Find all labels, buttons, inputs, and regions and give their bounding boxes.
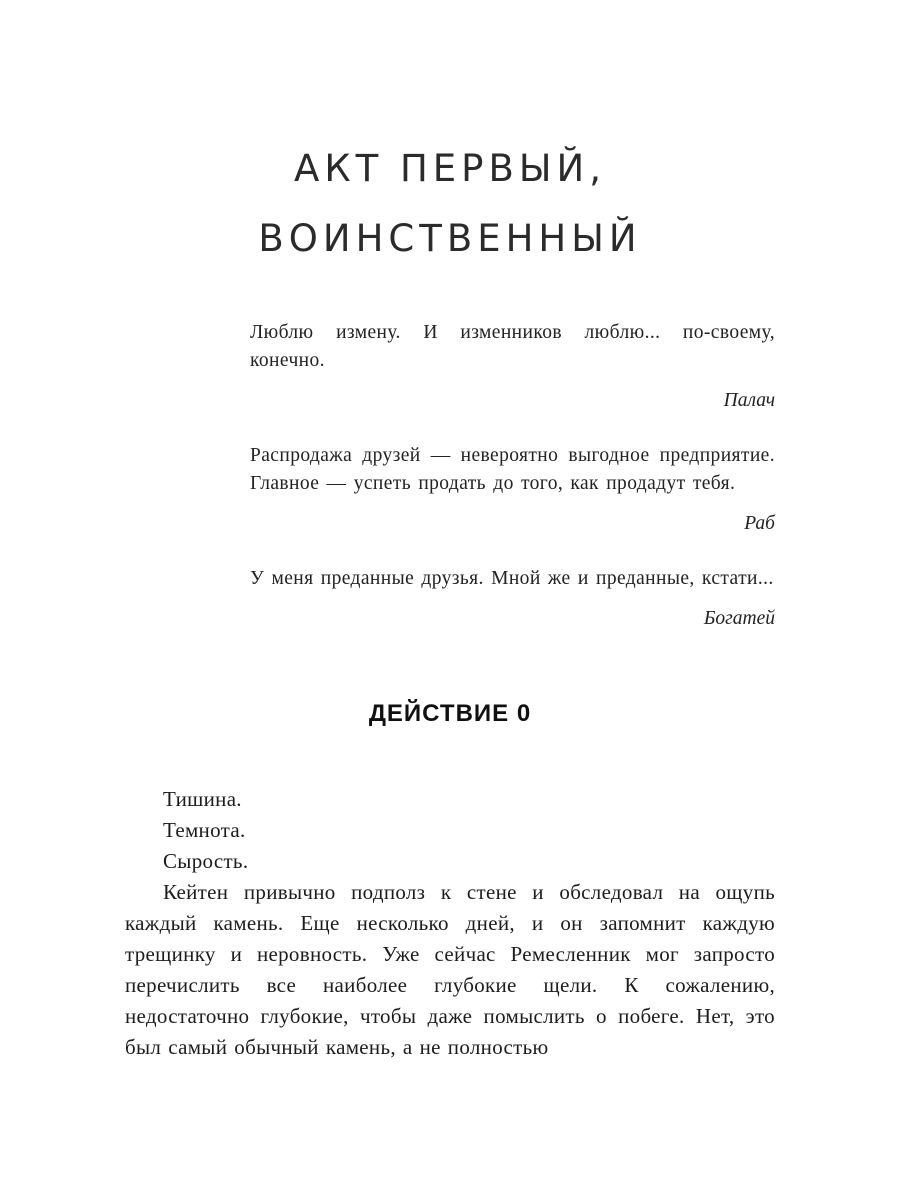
epigraph-author: Палач: [723, 390, 775, 411]
body-paragraph: Темнота.: [163, 818, 246, 842]
act-title-line-1: АКТ ПЕРВЫЙ,: [294, 147, 606, 190]
act-title-line-2: ВОИНСТВЕННЫЙ: [258, 217, 642, 260]
epigraph-3: [250, 565, 775, 630]
act-title: [125, 147, 775, 260]
body-paragraph: Кейтен привычно подполз к стене и обследовал на ощупь каждый камень. Еще несколько дней, и он запомнит каждую трещинку и неровность. Уже сейчас Ремесленник мог запросто перечислить все наиболее глубокие щели. К сожалению, недостаточно глубокие, чтобы даже помыслить о побеге. Нет, это был самый обычный камень, а не полностью: [125, 880, 775, 1059]
epigraph-2: [250, 442, 775, 535]
epigraph-text: Люблю измену. И изменников люблю... по-своему, конечно.: [250, 322, 775, 371]
epigraph-block: [250, 319, 775, 630]
body-paragraph: Тишина.: [163, 787, 242, 811]
epigraph-author: Раб: [744, 513, 775, 534]
epigraph-text: Распродажа друзей — невероятно выгодное предприятие. Главное — успеть продать до того, как продадут тебя.: [250, 445, 775, 494]
epigraph-author: Богатей: [703, 608, 775, 629]
section-heading: ДЕЙСТВИЕ 0: [368, 700, 532, 727]
epigraph-text: У меня преданные друзья. Мной же и преданные, кстати...: [250, 568, 774, 589]
body-text: [125, 784, 775, 1063]
epigraph-1: [250, 319, 775, 412]
body-paragraph: Сырость.: [163, 849, 249, 873]
